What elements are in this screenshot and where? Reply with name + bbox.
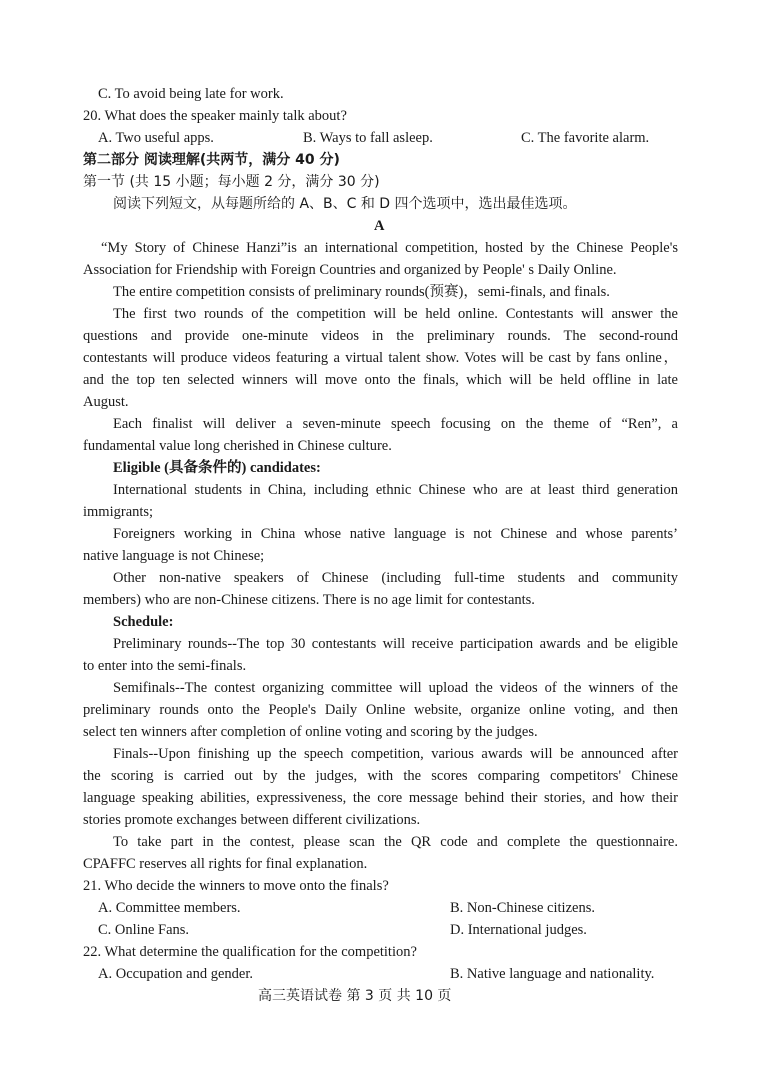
passage-line: preliminary rounds onto the People's Daily Online website, organize online voting, and then [83, 702, 678, 718]
q21-option-c: C. Online Fans. [98, 922, 190, 938]
q21-option-b: B. Non-Chinese citizens. [450, 900, 595, 916]
passage-line: Preliminary rounds--The top 30 contestants will receive participation awards and be eligible [113, 636, 678, 652]
passage-line: International students in China, including ethnic Chinese who are at least third generation [113, 482, 678, 498]
passage-line: the scoring is carried out by the judges, with the scores comparing competitors' Chinese [83, 768, 678, 784]
passage-line: August. [83, 394, 129, 410]
passage-label: A [374, 218, 385, 234]
q21-option-a: A. Committee members. [98, 900, 241, 916]
eligible-heading: Eligible (具备条件的) candidates: [113, 460, 321, 476]
passage-line: CPAFFC reserves all rights for final explanation. [83, 856, 368, 872]
passage-line: native language is not Chinese; [83, 548, 265, 564]
passage-line: stories promote exchanges between different civilizations. [83, 812, 421, 828]
passage-line: Other non-native speakers of Chinese (including full-time students and community [113, 570, 678, 586]
passage-line: Semifinals--The contest organizing committee will upload the videos of the winners of the [113, 680, 678, 696]
schedule-heading: Schedule: [113, 614, 174, 630]
q21-option-d: D. International judges. [450, 922, 587, 938]
passage-line: Association for Friendship with Foreign Countries and organized by People' s Daily Online. [83, 262, 617, 278]
passage-line: questions and provide one-minute videos in the preliminary rounds. The second-round [83, 328, 678, 344]
passage-line: contestants will produce videos featuring a virtual talent show. Votes will be cast by fans online， [83, 350, 678, 366]
passage-line: Each finalist will deliver a seven-minute speech focusing on the theme of “Ren”, a [113, 416, 678, 432]
passage-line: language speaking abilities, expressiveness, the core message behind their stories, and how their [83, 790, 678, 806]
q20-stem: 20. What does the speaker mainly talk about? [83, 108, 347, 124]
part2-heading: 第二部分 阅读理解(共两节，满分 40 分) [83, 152, 340, 168]
passage-line: To take part in the contest, please scan the QR code and complete the questionnaire. [113, 834, 678, 850]
section1-heading: 第一节 (共 15 小题；每小题 2 分，满分 30 分) [83, 174, 380, 190]
passage-line: to enter into the semi-finals. [83, 658, 247, 674]
passage-line: members) who are non-Chinese citizens. There is no age limit for contestants. [83, 592, 535, 608]
passage-line: immigrants; [83, 504, 154, 520]
q22-option-b: B. Native language and nationality. [450, 966, 655, 982]
passage-line: Foreigners working in China whose native language is not Chinese and whose parents’ [113, 526, 678, 542]
q21-stem: 21. Who decide the winners to move onto the finals? [83, 878, 389, 894]
q19-option-c: C. To avoid being late for work. [98, 86, 284, 102]
passage-line: select ten winners after completion of online voting and scoring by the judges. [83, 724, 538, 740]
page-footer: 高三英语试卷 第 3 页 共 10 页 [258, 988, 452, 1004]
section1-instruction: 阅读下列短文，从每题所给的 A、B、C 和 D 四个选项中，选出最佳选项。 [113, 196, 577, 212]
passage-line: “My Story of Chinese Hanzi”is an international competition, hosted by the Chinese People's [101, 240, 678, 256]
passage-line: The entire competition consists of preliminary rounds(预赛)，semi-finals, and finals. [113, 284, 610, 300]
q22-stem: 22. What determine the qualification for the competition? [83, 944, 417, 960]
passage-line: The first two rounds of the competition will be held online. Contestants will answer the [113, 306, 678, 322]
passage-line: Finals--Upon finishing up the speech competition, various awards will be announced after [113, 746, 678, 762]
passage-line: fundamental value long cherished in Chinese culture. [83, 438, 392, 454]
q20-option-a: A. Two useful apps. [98, 130, 214, 146]
q22-option-a: A. Occupation and gender. [98, 966, 254, 982]
passage-line: and the top ten selected winners will move onto the finals, which will be held offline in late [83, 372, 678, 388]
q20-option-b: B. Ways to fall asleep. [303, 130, 433, 146]
q20-option-c: C. The favorite alarm. [521, 130, 650, 146]
